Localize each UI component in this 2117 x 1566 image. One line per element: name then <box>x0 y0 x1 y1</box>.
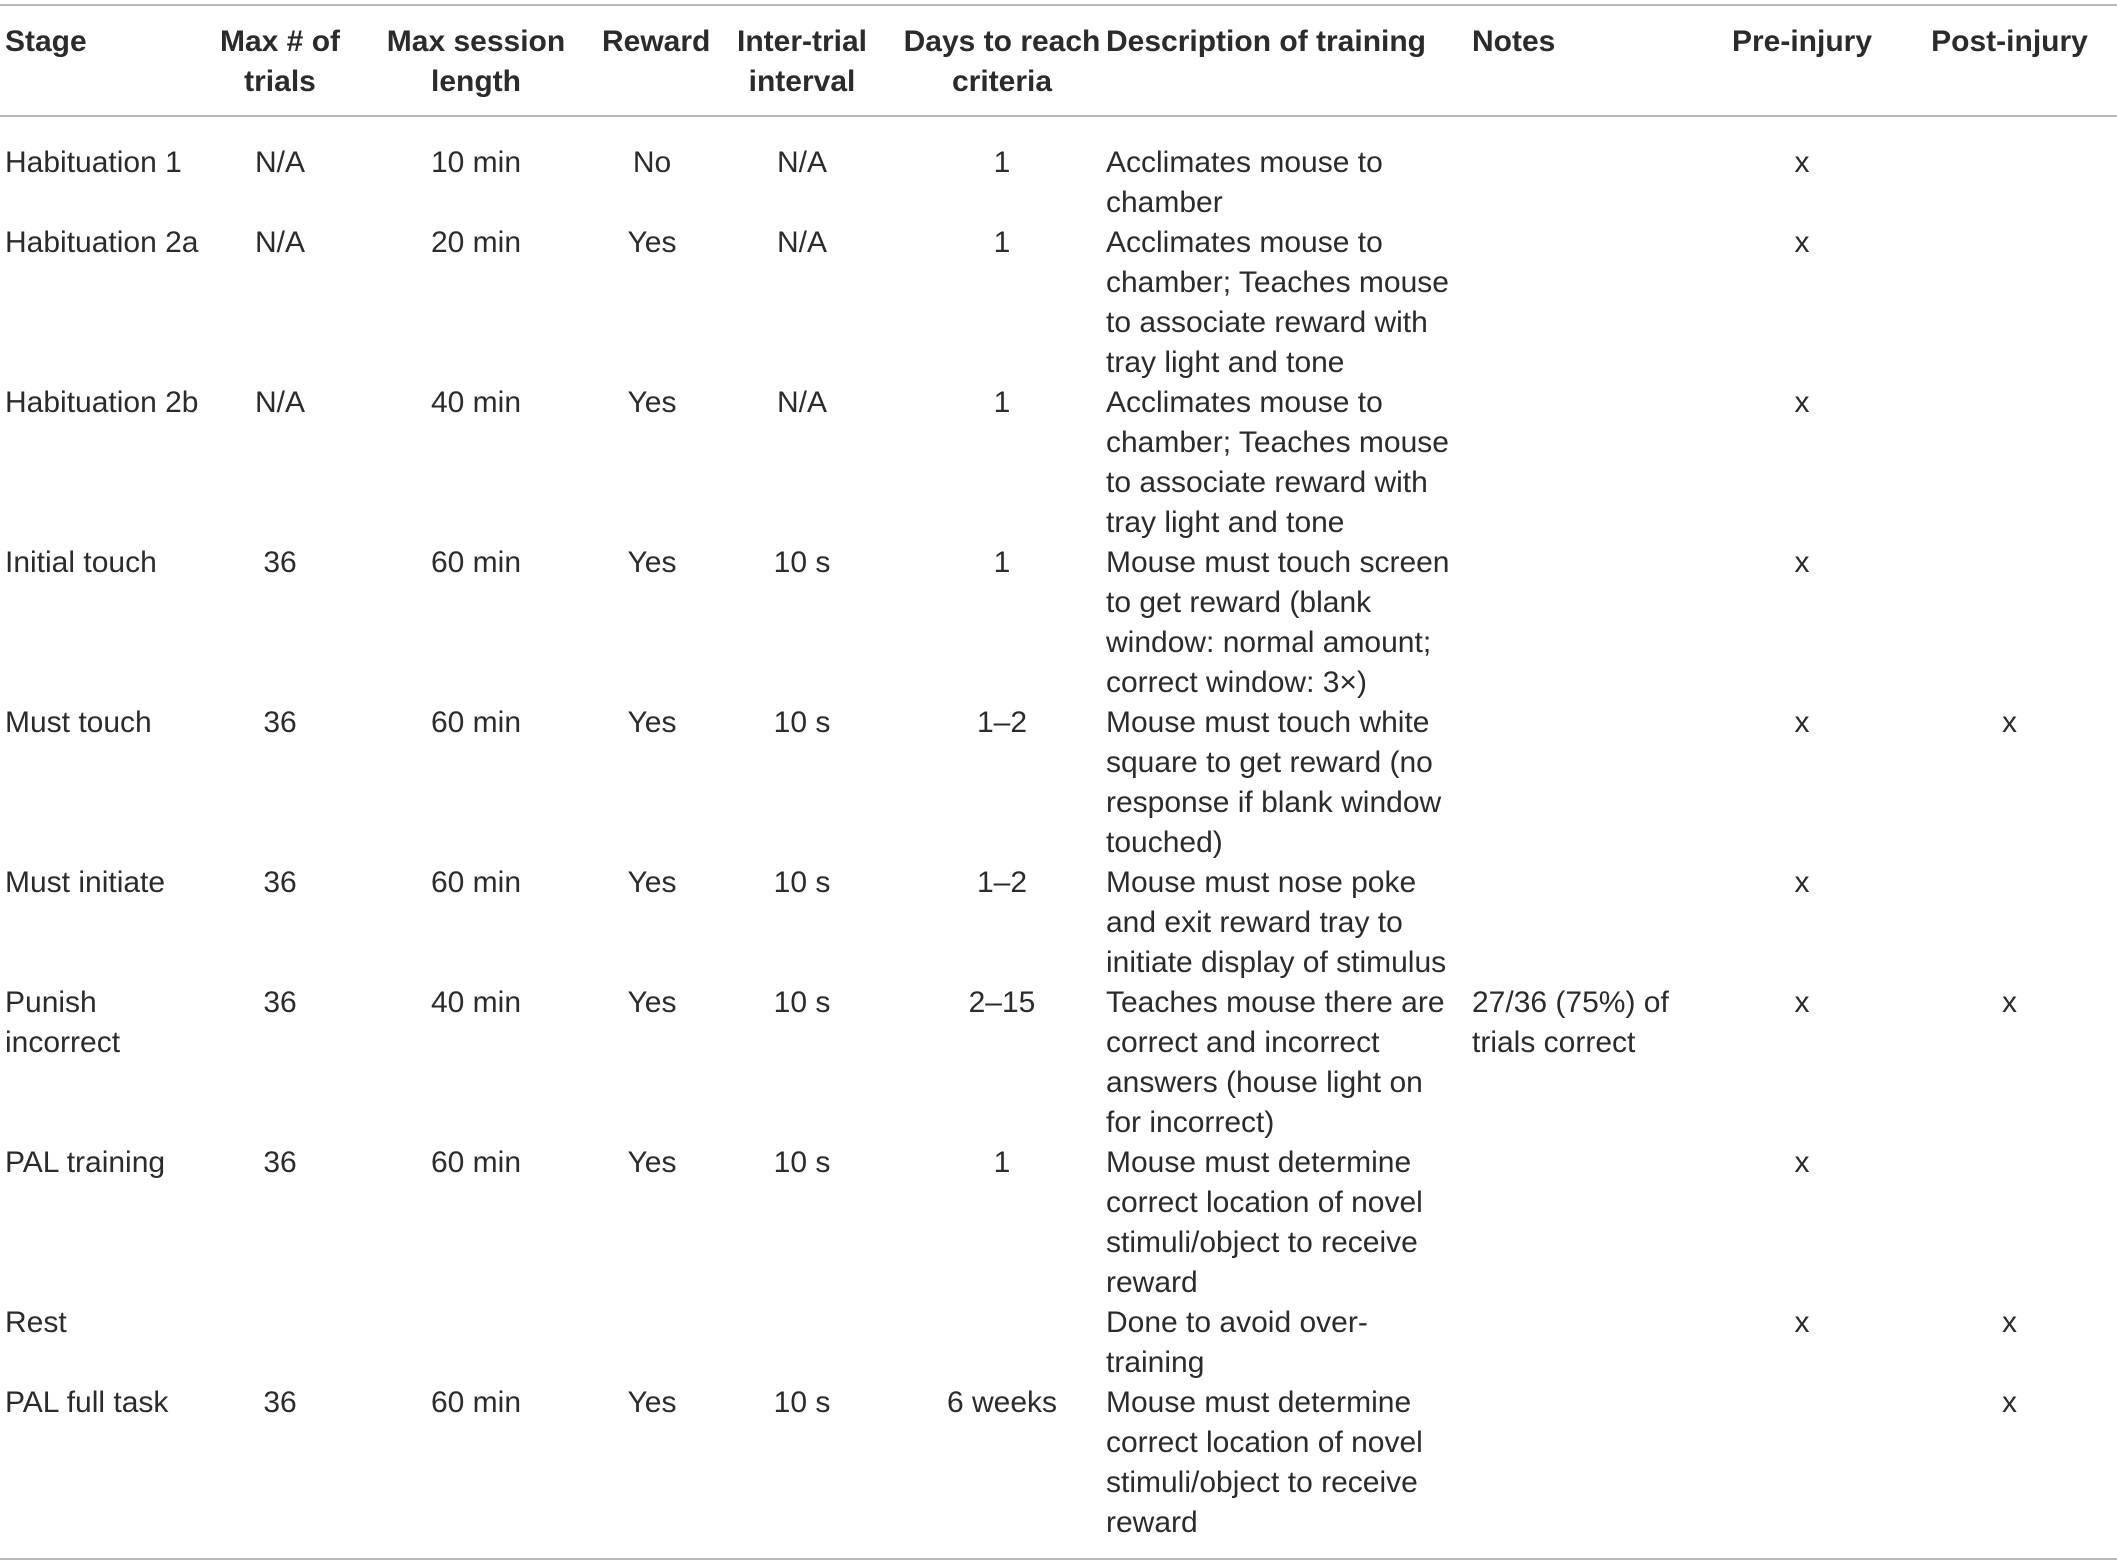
cell-max-trials: 36 <box>263 866 297 899</box>
cell-max-trials: 36 <box>263 1146 297 1179</box>
cell-days-to-criteria: 1–2 <box>976 866 1028 899</box>
cell-reward: Yes <box>627 706 677 739</box>
table-row <box>0 1383 2117 1543</box>
cell-stage: Must initiate <box>5 866 166 899</box>
cell-description: Mouse must determine correct location of novel stimuli/object to receive reward <box>1106 1386 1423 1539</box>
cell-pre-injury: x <box>1794 866 1810 899</box>
cell-inter-trial-interval: 10 s <box>773 986 831 1019</box>
cell-reward: Yes <box>627 1386 677 1419</box>
cell-days-to-criteria: 1–2 <box>976 706 1028 739</box>
cell-notes <box>1470 1383 1702 1543</box>
cell-inter-trial-interval: 10 s <box>773 866 831 899</box>
cell-inter-trial-interval: 10 s <box>773 1146 831 1179</box>
cell-post-injury <box>1902 863 2117 983</box>
cell-max-session: 60 min <box>430 1146 522 1179</box>
header-max-session: Max session length <box>386 25 566 98</box>
header-max-trials: Max # of trials <box>219 25 341 98</box>
cell-max-session: 60 min <box>430 706 522 739</box>
cell-post-injury <box>1902 1143 2117 1303</box>
cell-reward: Yes <box>627 1146 677 1179</box>
cell-max-trials: 36 <box>263 546 297 579</box>
cell-max-session: 40 min <box>430 386 522 419</box>
cell-max-session: 20 min <box>430 226 522 259</box>
cell-inter-trial-interval: 10 s <box>773 706 831 739</box>
cell-max-trials: N/A <box>254 386 305 419</box>
header-post-injury: Post-injury <box>1931 25 2088 58</box>
cell-stage: Habituation 2b <box>5 386 199 419</box>
training-stages-table <box>0 8 2117 1543</box>
cell-max-trials: N/A <box>254 146 305 179</box>
cell-notes <box>1470 383 1702 543</box>
header-notes: Notes <box>1472 25 1556 58</box>
header-stage: Stage <box>5 25 87 58</box>
cell-reward: Yes <box>627 986 677 1019</box>
cell-notes <box>1470 118 1702 223</box>
cell-days-to-criteria: 2–15 <box>968 986 1036 1019</box>
cell-pre-injury: x <box>1794 386 1810 419</box>
table-row <box>0 1143 2117 1303</box>
cell-days-to-criteria: 1 <box>993 386 1011 419</box>
header-description: Description of training <box>1106 25 1427 58</box>
cell-pre-injury: x <box>1794 146 1810 179</box>
cell-post-injury: x <box>2002 1386 2017 1419</box>
cell-reward <box>602 1303 702 1383</box>
cell-max-session <box>350 1303 602 1383</box>
cell-notes <box>1470 863 1702 983</box>
cell-stage: Must touch <box>5 706 152 739</box>
cell-stage: Habituation 1 <box>5 146 182 179</box>
cell-inter-trial-interval: N/A <box>776 226 827 259</box>
cell-description: Acclimates mouse to chamber <box>1106 146 1383 219</box>
cell-stage: Habituation 2a <box>5 226 199 259</box>
cell-post-injury: x <box>2002 1306 2017 1339</box>
table-bottom-rule <box>0 1558 2117 1560</box>
cell-inter-trial-interval: 10 s <box>773 546 831 579</box>
cell-max-session: 60 min <box>430 1386 522 1419</box>
header-days-to-criteria: Days to reach criteria <box>903 25 1101 98</box>
table-row <box>0 223 2117 383</box>
cell-pre-injury: x <box>1794 986 1810 1019</box>
cell-reward: Yes <box>627 386 677 419</box>
table-row <box>0 383 2117 543</box>
cell-pre-injury: x <box>1794 706 1810 739</box>
cell-max-session: 40 min <box>430 986 522 1019</box>
header-reward: Reward <box>602 25 711 58</box>
cell-notes <box>1470 1303 1702 1383</box>
cell-description: Mouse must touch screen to get reward (blank window: normal amount; correct window: 3×) <box>1106 546 1450 699</box>
cell-max-trials: 36 <box>263 1386 297 1419</box>
cell-max-session: 60 min <box>430 546 522 579</box>
cell-days-to-criteria: 1 <box>993 226 1011 259</box>
cell-description: Teaches mouse there are correct and incorrect answers (house light on for incorrect) <box>1106 986 1445 1139</box>
table-row <box>0 543 2117 703</box>
cell-pre-injury: x <box>1794 226 1810 259</box>
cell-max-session: 60 min <box>430 866 522 899</box>
cell-max-trials: 36 <box>263 986 297 1019</box>
cell-inter-trial-interval: 10 s <box>773 1386 831 1419</box>
cell-post-injury: x <box>2002 706 2017 739</box>
cell-description: Acclimates mouse to chamber; Teaches mouse to associate reward with tray light and tone <box>1106 226 1449 379</box>
cell-stage: PAL full task <box>5 1386 169 1419</box>
cell-pre-injury: x <box>1794 1146 1810 1179</box>
cell-days-to-criteria: 1 <box>993 546 1011 579</box>
cell-notes <box>1470 543 1702 703</box>
cell-notes: 27/36 (75%) of trials correct <box>1472 986 1669 1059</box>
cell-post-injury: x <box>2002 986 2017 1019</box>
cell-pre-injury <box>1702 1383 1902 1543</box>
cell-notes <box>1470 703 1702 863</box>
cell-description: Acclimates mouse to chamber; Teaches mouse to associate reward with tray light and tone <box>1106 386 1449 539</box>
cell-pre-injury: x <box>1794 1306 1810 1339</box>
header-pre-injury: Pre-injury <box>1731 25 1873 58</box>
cell-reward: Yes <box>627 866 677 899</box>
cell-stage: PAL training <box>5 1146 166 1179</box>
cell-days-to-criteria <box>902 1303 1102 1383</box>
cell-notes <box>1470 223 1702 383</box>
table-row <box>0 983 2117 1143</box>
cell-post-injury <box>1902 223 2117 383</box>
cell-notes <box>1470 1143 1702 1303</box>
cell-description: Done to avoid over-training <box>1106 1306 1368 1379</box>
cell-reward: Yes <box>627 226 677 259</box>
cell-max-trials: N/A <box>254 226 305 259</box>
cell-description: Mouse must touch white square to get reward (no response if blank window touched) <box>1106 706 1442 859</box>
header-inter-trial-interval: Inter-trial interval <box>736 25 868 98</box>
cell-max-trials: 36 <box>263 706 297 739</box>
cell-post-injury <box>1902 543 2117 703</box>
cell-inter-trial-interval <box>702 1303 902 1383</box>
table-row <box>0 703 2117 863</box>
cell-inter-trial-interval: N/A <box>776 386 827 419</box>
cell-description: Mouse must nose poke and exit reward tray to initiate display of stimulus <box>1106 866 1447 979</box>
cell-description: Mouse must determine correct location of novel stimuli/object to receive reward <box>1106 1146 1423 1299</box>
header-row <box>0 8 2117 118</box>
cell-reward: No <box>632 146 672 179</box>
cell-max-trials <box>210 1303 350 1383</box>
cell-pre-injury: x <box>1794 546 1810 579</box>
cell-post-injury <box>1902 118 2117 223</box>
cell-reward: Yes <box>627 546 677 579</box>
table-row <box>0 1303 2117 1383</box>
cell-stage: Rest <box>5 1306 67 1339</box>
cell-days-to-criteria: 6 weeks <box>946 1386 1058 1419</box>
table-top-rule <box>0 4 2117 6</box>
cell-inter-trial-interval: N/A <box>776 146 827 179</box>
table-row <box>0 863 2117 983</box>
cell-stage: Initial touch <box>5 546 157 579</box>
cell-post-injury <box>1902 383 2117 543</box>
table-row <box>0 118 2117 223</box>
cell-days-to-criteria: 1 <box>993 146 1011 179</box>
cell-max-session: 10 min <box>430 146 522 179</box>
cell-days-to-criteria: 1 <box>993 1146 1011 1179</box>
cell-stage: Punish incorrect <box>5 986 121 1059</box>
